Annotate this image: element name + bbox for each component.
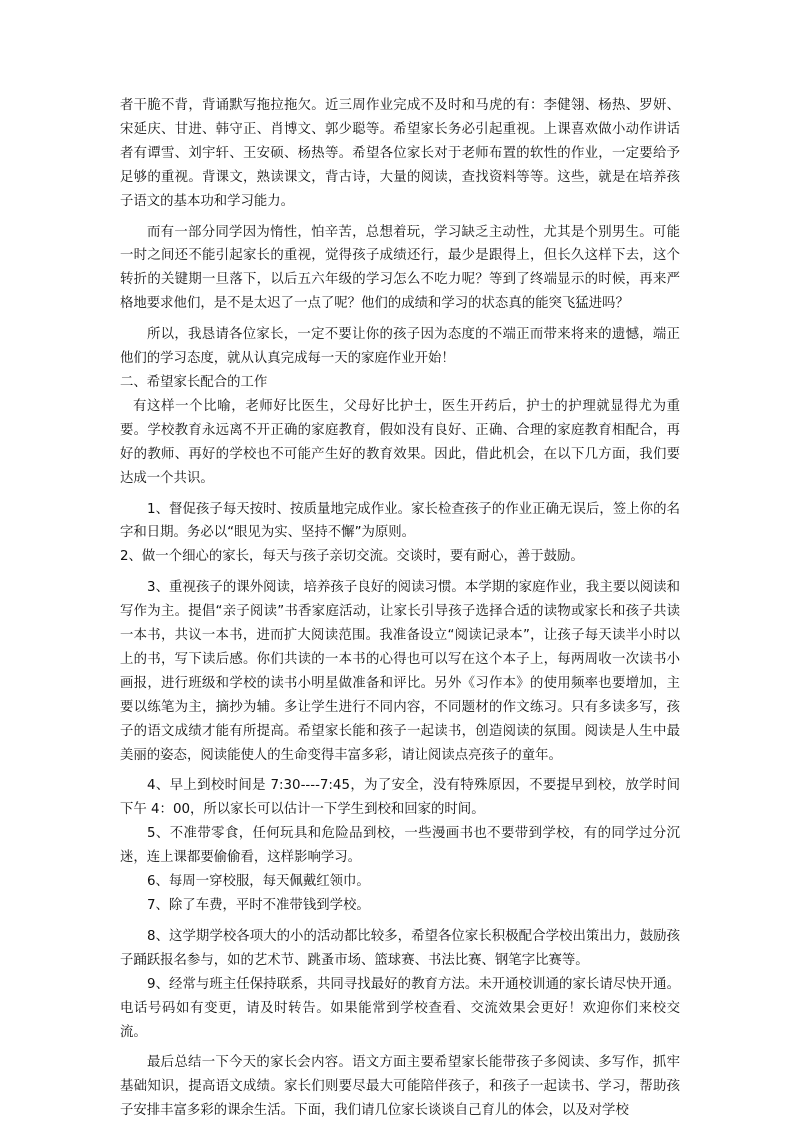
list-item-4: 4、早上到校时间是 7:30----7:45，为了安全，没有特殊原因，不要提早到校，放学时间下午 4：00，所以家长可以估计一下学生到校和回家的时间。 — [120, 778, 680, 818]
paragraph-homework-issues: 者干脆不背，背诵默写拖拉拖欠。近三周作业完成不及时和马虎的有：李健翎、杨热、罗妍、宋延庆、甘进、韩守正、肖博文、郭少聪等。希望家长务必引起重视。上课喜欢做小动作讲话者有谭雪、刘宇轩、王安硕、杨热等。希望各位家长对于老师布置的软性的作业，一定要给予足够的重视。背课文，熟读课文，背古诗，大量的阅读，查找资料等等。这些，就是在培养孩子语文的基本功和学习能力。 — [120, 98, 680, 209]
paragraph-lazy-students: 而有一部分同学因为惰性，怕辛苦，总想着玩，学习缺乏主动性，尤其是个别男生。可能一时之间还不能引起家长的重视，觉得孩子成绩还行，最少是跟得上，但长久这样下去，这个转折的关键期一旦落下，以后五六年级的学习怎么不吃力呢？等到了终端显示的时候，再来严格地要求他们，是不是太迟了一点了呢？他们的成绩和学习的状态真的能突飞猛进吗？ — [120, 224, 680, 312]
list-item-7: 7、除了车费，平时不准带钱到学校。 — [147, 898, 370, 913]
list-item-9: 9、经常与班主任保持联系，共同寻找最好的教育方法。未开通校训通的家长请尽快开通。电话号码如有变更，请及时转告。如果能常到学校查看、交流效果会更好！欢迎你们来校交流。 — [120, 976, 680, 1040]
list-item-8: 8、这学期学校各项大的小的活动都比较多，希望各位家长积极配合学校出策出力，鼓励孩子踊跃报名参与，如的艺术节、跳蚤市场、篮球赛、书法比赛、钢笔字比赛等。 — [120, 928, 680, 968]
section-heading-cooperation: 二、希望家长配合的工作 — [120, 374, 268, 390]
list-item-1: 1、督促孩子每天按时、按质量地完成作业。家长检查孩子的作业正确无误后，签上你的名字和日期。务必以“眼见为实、坚持不懈”为原则。 — [120, 501, 680, 541]
list-item-3: 3、重视孩子的课外阅读，培养孩子良好的阅读习惯。本学期的家庭作业，我主要以阅读和写作为主。提倡“亲子阅读”书香家庭活动，让家长引导孩子选择合适的读物或家长和孩子共读一本书，共议一本书，进而扩大阅读范围。我准备设立“阅读记录本”，让孩子每天读半小时以上的书，写下读后感。你们共读的一本书的心得也可以写在这个本子上，每两周收一次读书小画报，进行班级和学校的读书小明星做准备和评比。另外《习作本》的使用频率也要增加，主要以练笔为主，摘抄为辅。多让学生进行不同内容，不同题材的作文练习。只有多读多写，孩子的语文成绩才能有所提高。希望家长能和孩子一起读书，创造阅读的氛围。阅读是人生中最美丽的姿态，阅读能使人的生命变得丰富多彩，请让阅读点亮孩子的童年。 — [120, 580, 680, 763]
list-item-5: 5、不准带零食，任何玩具和危险品到校，一些漫画书也不要带到学校，有的同学过分沉迷，连上课都要偷偷看，这样影响学习。 — [120, 826, 680, 866]
document-body — [120, 94, 680, 1123]
paragraph-appeal: 所以，我恳请各位家长，一定不要让你的孩子因为态度的不端正而带来将来的遗憾，端正他们的学习态度，就从认真完成每一天的家庭作业开始！ — [120, 327, 680, 367]
list-item-2: 2、做一个细心的家长，每天与孩子亲切交流。交谈时，要有耐心，善于鼓励。 — [120, 549, 584, 565]
list-item-6: 6、每周一穿校服，每天佩戴红领巾。 — [147, 874, 370, 890]
paragraph-summary: 最后总结一下今天的家长会内容。语文方面主要希望家长能带孩子多阅读、多写作，抓牢基础知识，提高语文成绩。家长们则要尽最大可能陪伴孩子，和孩子一起读书、学习，帮助孩子安排丰富多彩的课余生活。下面，我们请几位家长谈谈自己育儿的体会，以及对学校 — [120, 1055, 680, 1119]
paragraph-metaphor: 有这样一个比喻，老师好比医生，父母好比护士，医生开药后，护士的护理就显得尤为重要。学校教育永远离不开正确的家庭教育，假如没有良好、正确、合理的家庭教育相配合，再好的教师、再好的学校也不可能产生好的教育效果。因此，借此机会，在以下几方面，我们要达成一个共识。 — [120, 398, 680, 486]
